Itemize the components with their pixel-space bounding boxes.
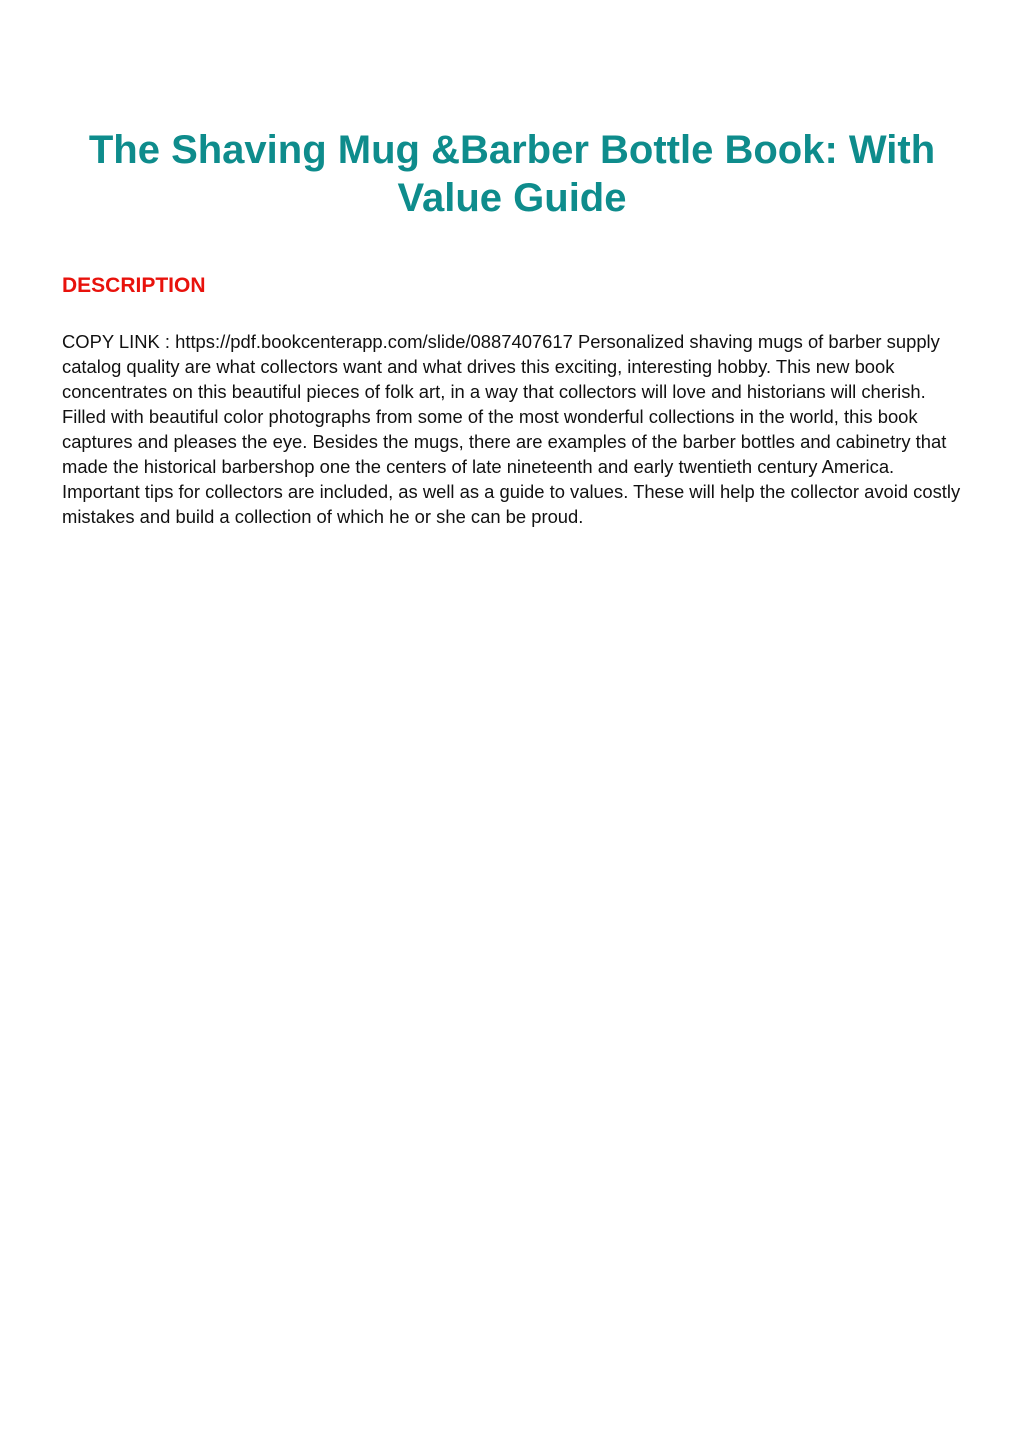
description-body: COPY LINK : https://pdf.bookcenterapp.com/slide/0887407617 Personalized shaving mugs of barber supply catalog quality are what collectors want and what drives this exciting, interesting hobby. This new book concentrates on this beautiful pieces of folk art, in a way that collectors will love and historians will cherish. Filled with beautiful color photographs from some of the most wonderful collections in the world, this book captures and pleases the eye. Besides the mugs, there are examples of the barber bottles and cabinetry that made the historical barbershop one the centers of late nineteenth and early twentieth century America. Important tips for collectors are included, as well as a guide to values. These will help the collector avoid costly mistakes and build a collection of which he or she can be proud. — [62, 331, 961, 527]
document-title: The Shaving Mug &Barber Bottle Book: With Value Guide — [88, 128, 936, 220]
description-heading: DESCRIPTION — [62, 274, 206, 297]
